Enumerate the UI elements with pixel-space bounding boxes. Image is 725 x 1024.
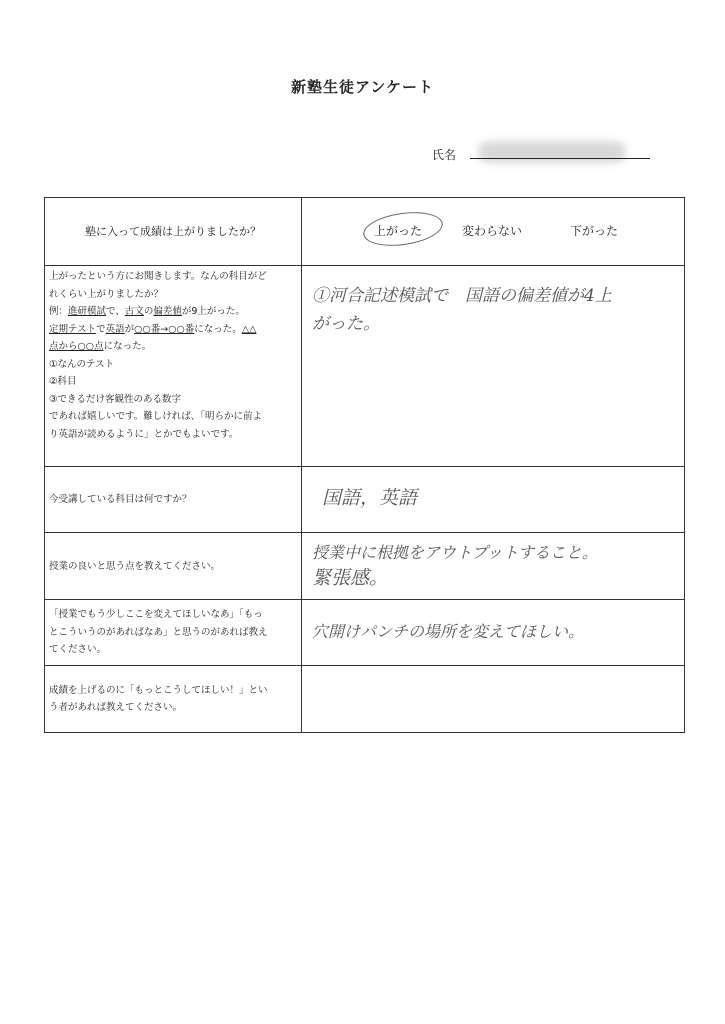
q2-example-2: 定期テストで英語が○○番→○○番になった。△△ <box>49 323 257 335</box>
q6-answer[interactable] <box>302 666 685 733</box>
q5-question: 「授業でもう少しここを変えてほしいなあ」「もっ とこういうのがあればなあ」と思うのがあれば教え てください。 <box>45 600 302 666</box>
page-title: 新塾生徒アンケート <box>290 78 435 96</box>
table-row <box>45 533 685 600</box>
q3-answer[interactable]: 国語，英語 <box>302 467 685 533</box>
q6-question: 成績を上げるのに「もっとこうしてほしい！」とい う者があれば教えてください。 <box>45 666 302 733</box>
q5-answer[interactable]: 穴開けパンチの場所を変えてほしい。 <box>302 600 685 666</box>
table-row <box>45 467 685 533</box>
q2-question: 上がったという方にお聞きします。なんの科目がど れくらい上がりましたか？ 例：進研模試で、古文の偏差値が9上がった。 定期テストで英語が○○番→○○番になった。△△ 点から○○点になった。 ①なんのテスト ②科目 ③できるだけ客観性のある数字 であれば嬉しいです。難しければ、「明らかに前よ り英語が読めるように」とかでもよいです。 <box>45 266 302 467</box>
name-redaction <box>478 141 626 163</box>
table-row <box>45 666 685 733</box>
q2-example-1: 例：進研模試で、古文の偏差値が9上がった。 <box>49 306 245 317</box>
q2-answer[interactable]: ①河合記述模試で 国語の偏差値が4上がった。 <box>302 266 685 467</box>
q4-question: 授業の良いと思う点を教えてください。 <box>45 533 302 600</box>
table-row <box>45 600 685 666</box>
q2-example-3: 点から○○点になった。 <box>49 341 152 352</box>
choice-up[interactable]: 上がった <box>374 223 423 238</box>
name-label: 氏名 <box>432 148 457 162</box>
table-row <box>45 266 685 467</box>
choice-same[interactable]: 変わらない <box>462 223 523 238</box>
survey-table <box>44 197 685 733</box>
name-field[interactable] <box>470 158 650 159</box>
q3-question: 今受講している科目は何ですか？ <box>45 467 302 533</box>
choice-down[interactable]: 下がった <box>570 223 619 238</box>
table-row <box>45 198 685 266</box>
q1-answer-cell <box>302 198 685 266</box>
q4-answer[interactable]: 授業中に根拠をアウトプットすること。 緊張感。 <box>302 533 685 600</box>
q1-question: 塾に入って成績は上がりましたか？ <box>45 198 302 266</box>
